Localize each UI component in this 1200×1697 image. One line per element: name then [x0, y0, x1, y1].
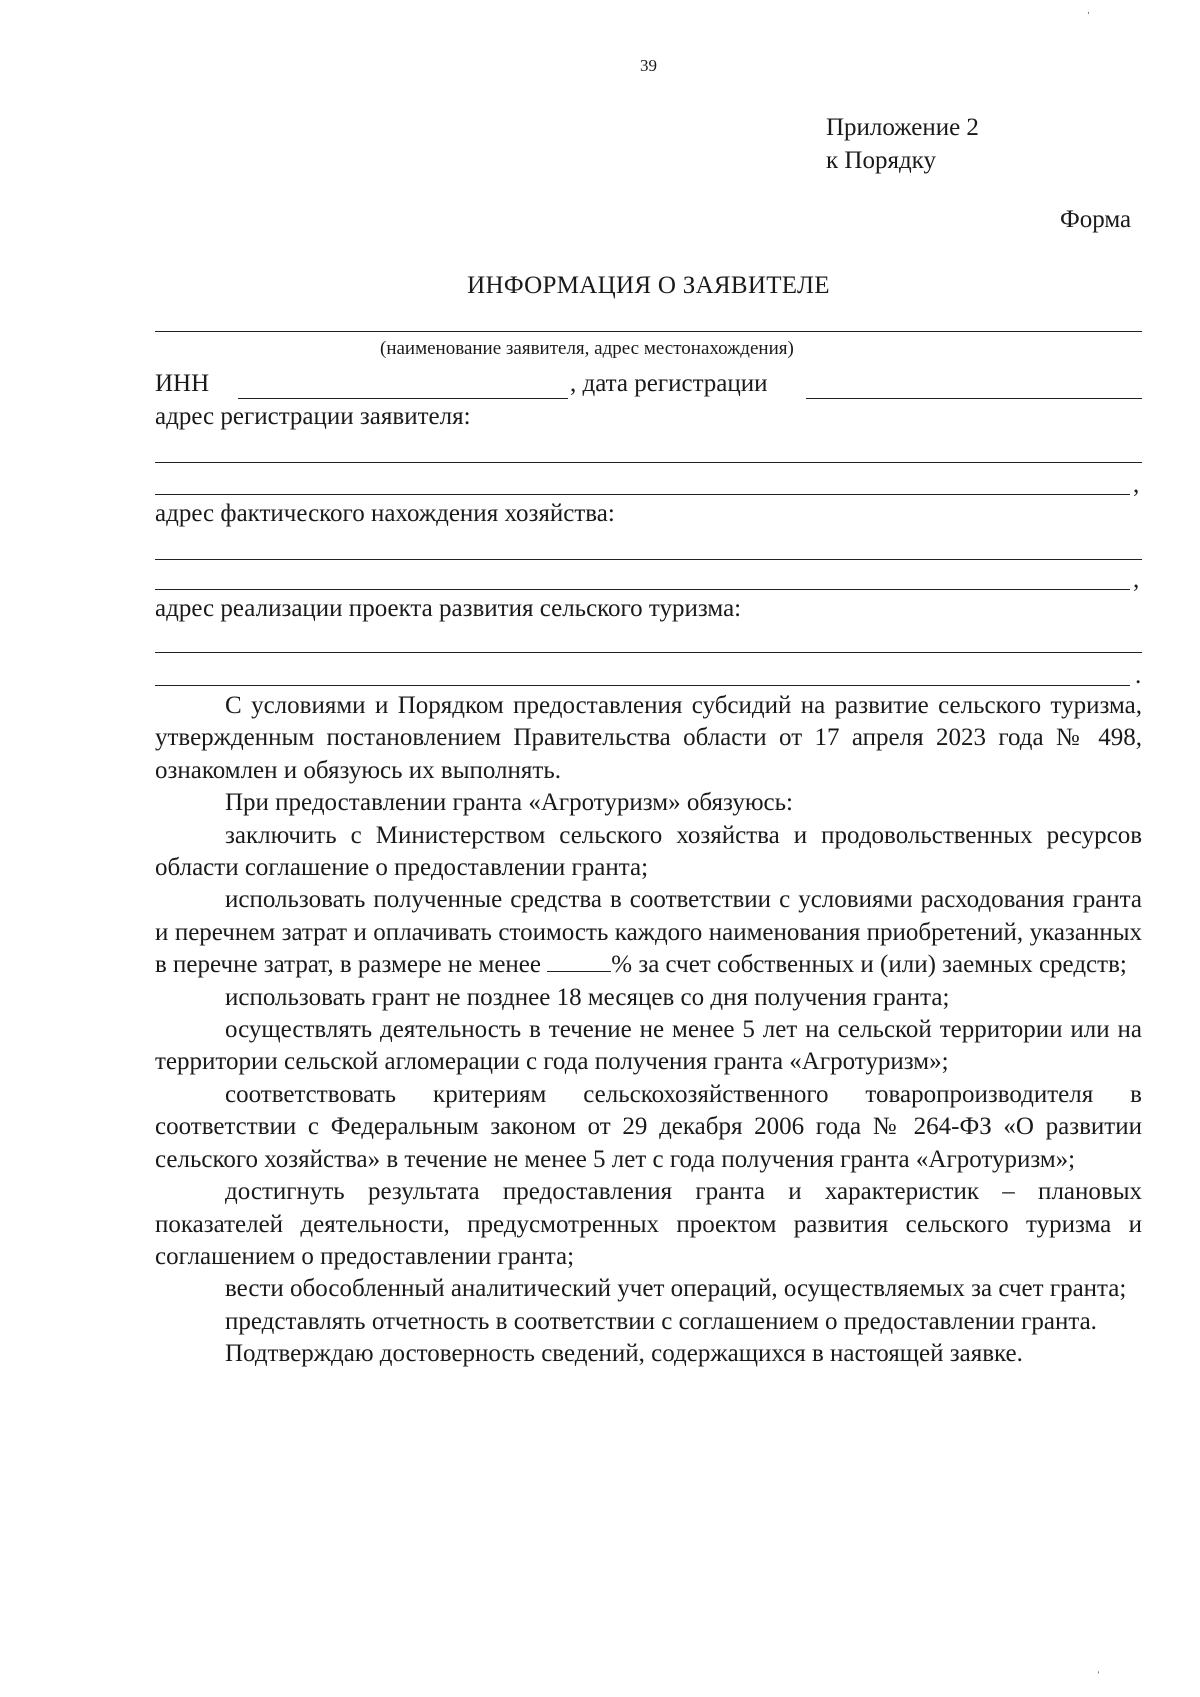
co-financing-percent-field[interactable]	[547, 953, 611, 972]
body-paragraph: осуществлять деятельность в течение не менее 5 лет на сельской территории или на территории сельской агломерации с года получения гранта «Агротуризм»;	[155, 1016, 1142, 1076]
body-paragraph: использовать грант не позднее 18 месяцев со дня получения гранта;	[225, 983, 950, 1011]
scan-mark-bottom: ˈ	[1096, 1670, 1101, 1685]
actual-address-line-1[interactable]	[155, 559, 1142, 560]
actual-address-comma: ,	[1133, 566, 1140, 593]
body-paragraph	[155, 884, 1142, 981]
body-paragraph: вести обособленный аналитический учет операций, осуществляемых за счет гранта;	[225, 1275, 1127, 1303]
inn-label: ИНН	[155, 370, 210, 397]
obligations-text	[155, 690, 1142, 1371]
registration-address-line-1[interactable]	[155, 462, 1142, 463]
project-address-line-1[interactable]	[155, 652, 1142, 653]
actual-address-line-2[interactable]	[155, 589, 1130, 590]
appendix-line-2: к Порядку	[826, 147, 936, 174]
actual-address-label: адрес фактического нахождения хозяйства:	[155, 500, 615, 527]
inn-field[interactable]	[238, 398, 568, 399]
body-paragraph-part: % за счет собственных и (или) заемных средств;	[611, 951, 1127, 979]
applicant-name-caption: (наименование заявителя, адрес местонахождения)	[380, 338, 794, 359]
body-paragraph: представлять отчетность в соответствии с соглашением о предоставлении гранта.	[225, 1307, 1097, 1335]
project-address-line-2[interactable]	[155, 685, 1130, 686]
body-paragraph: С условиями и Порядком предоставления субсидий на развитие сельского туризма, утвержденным постановлением Правительства области от 17 апреля 2023 года № 498, ознакомлен и обязуюсь их выполнять.	[155, 692, 1142, 784]
body-paragraph: При предоставлении гранта «Агротуризм» обязуюсь:	[225, 789, 793, 817]
page-number: 39	[640, 56, 657, 75]
body-paragraph: заключить с Министерством сельского хозяйства и продовольственных ресурсов области соглашение о предоставлении гранта;	[155, 821, 1142, 882]
registration-address-label: адрес регистрации заявителя:	[155, 403, 471, 430]
appendix-line-1: Приложение 2	[826, 114, 979, 141]
registration-date-field[interactable]	[806, 398, 1142, 399]
registration-date-label: , дата регистрации	[570, 370, 768, 397]
applicant-name-field[interactable]	[155, 331, 1142, 332]
registration-address-comma: ,	[1133, 471, 1140, 498]
body-paragraph: соответствовать критериям сельскохозяйственного товаропроизводителя в соответствии с Федеральным законом от 29 декабря 2006 года № 264-ФЗ «О развитии сельского хозяйства» в течение не менее 5 лет с года получения гранта «Агротуризм»;	[155, 1080, 1142, 1173]
project-address-period: .	[1135, 662, 1142, 689]
scan-mark-top: ˌ	[1086, 0, 1091, 15]
registration-address-line-2[interactable]	[155, 494, 1130, 495]
document-title: ИНФОРМАЦИЯ О ЗАЯВИТЕЛЕ	[467, 272, 830, 299]
form-label: Форма	[1060, 206, 1132, 233]
body-paragraph: Подтверждаю достоверность сведений, содержащихся в настоящей заявке.	[225, 1340, 1023, 1368]
body-paragraph-part: использовать полученные средства в соответствии с условиями расходования гранта и перечнем затрат и оплачивать стоимость каждого наименования приобретений, указанных в перечне затрат, в размере не менее	[155, 886, 1142, 979]
body-paragraph: достигнуть результата предоставления гранта и характеристик – плановых показателей деятельности, предусмотренных проектом развития сельского туризма и соглашением о предоставлении гранта;	[155, 1178, 1142, 1270]
appendix-reference	[826, 111, 979, 177]
project-address-label: адрес реализации проекта развития сельского туризма:	[155, 595, 742, 622]
